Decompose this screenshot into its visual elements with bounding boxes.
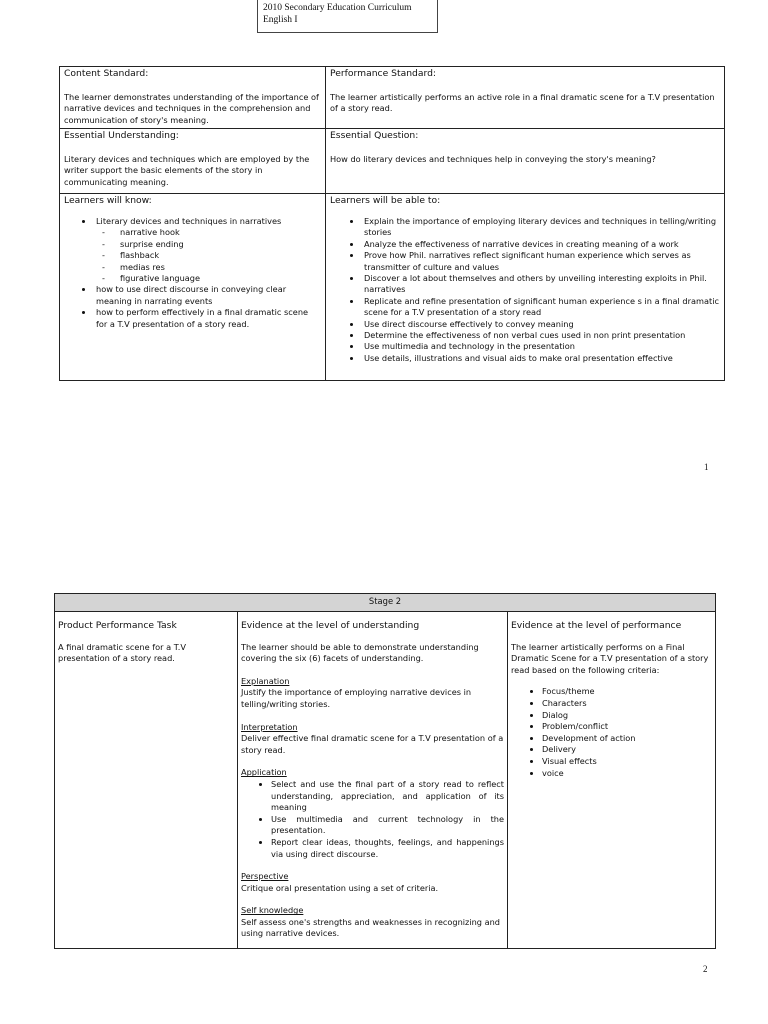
essential-understanding-title: Essential Understanding: bbox=[64, 130, 179, 141]
performance-evidence-intro: The learner artistically performs on a Final Dramatic Scene for a T.V presentation of a story read based on the following criteria: bbox=[511, 641, 709, 675]
performance-standard-text: The learner artistically performs an active role in a final dramatic scene for a T.V presentation of a story read. bbox=[330, 92, 715, 114]
list-item: - medias res bbox=[118, 262, 321, 273]
list-item: • Problem/conflict bbox=[542, 721, 712, 733]
perspective-label: Perspective bbox=[241, 871, 289, 882]
list-item: • Prove how Phil. narratives reflect significant human experience which serves as transmitter of culture and values bbox=[362, 250, 720, 273]
list-item: • Characters bbox=[542, 698, 712, 710]
list-item: • Use details, illustrations and visual aids to make oral presentation effective bbox=[362, 353, 720, 364]
learners-know-list bbox=[64, 216, 321, 330]
list-item: • Dialog bbox=[542, 710, 712, 722]
explanation-label: Explanation bbox=[241, 675, 290, 686]
performance-evidence-cell bbox=[508, 612, 716, 949]
list-item: • Select and use the final part of a story read to reflect understanding, appreciation, and application of its meaning bbox=[271, 779, 504, 814]
list-item: • Use multimedia and current technology in the presentation. bbox=[271, 814, 504, 837]
list-item: - flashback bbox=[118, 250, 321, 261]
literary-devices-sublist bbox=[96, 227, 321, 284]
list-item: • Focus/theme bbox=[542, 686, 712, 698]
list-item: - surprise ending bbox=[118, 239, 321, 250]
content-standard-text: The learner demonstrates understanding of the importance of narrative devices and techniques in the comprehension and communication of story's meaning. bbox=[64, 92, 319, 125]
application-label: Application bbox=[241, 767, 287, 778]
learners-able-cell bbox=[326, 194, 725, 381]
list-item: • Replicate and refine presentation of significant human experience s in a final dramatic scene for a T.V presentation of a story read bbox=[362, 296, 720, 319]
list-item: - figurative language bbox=[118, 273, 321, 284]
application-list bbox=[241, 779, 504, 860]
list-item: - narrative hook bbox=[118, 227, 321, 238]
curriculum-header bbox=[257, 0, 438, 33]
list-item: • Explain the importance of employing literary devices and techniques in telling/writing stories bbox=[362, 216, 720, 239]
list-item bbox=[94, 216, 321, 284]
standards-table bbox=[59, 66, 725, 381]
interpretation-label: Interpretation bbox=[241, 721, 298, 732]
list-item: • Development of action bbox=[542, 733, 712, 745]
list-item: • Use direct discourse effectively to convey meaning bbox=[362, 319, 720, 330]
list-item: • how to perform effectively in a final dramatic scene for a T.V presentation of a story read. bbox=[94, 307, 321, 330]
learners-able-list bbox=[330, 216, 720, 364]
perspective-text: Critique oral presentation using a set of criteria. bbox=[241, 882, 439, 893]
product-performance-title: Product Performance Task bbox=[58, 620, 177, 631]
stage-header: Stage 2 bbox=[55, 594, 716, 612]
essential-question-cell bbox=[326, 129, 725, 194]
list-item: • voice bbox=[542, 768, 712, 780]
header-line-2: English I bbox=[263, 15, 298, 25]
performance-evidence-title: Evidence at the level of performance bbox=[511, 620, 682, 631]
understanding-cell bbox=[238, 612, 508, 949]
essential-understanding-cell bbox=[60, 129, 326, 194]
list-item: • Analyze the effectiveness of narrative devices in creating meaning of a work bbox=[362, 239, 720, 250]
learners-know-item-1: Literary devices and techniques in narratives bbox=[96, 216, 282, 226]
list-item: • Discover a lot about themselves and others by unveiling interesting exploits in Phil. narratives bbox=[362, 273, 720, 296]
interpretation-text: Deliver effective final dramatic scene for a T.V presentation of a story read. bbox=[241, 733, 504, 755]
essential-question-text: How do literary devices and techniques help in conveying the story's meaning? bbox=[330, 154, 656, 164]
product-performance-text: A final dramatic scene for a T.V presentation of a story read. bbox=[58, 641, 186, 664]
list-item: • Report clear ideas, thoughts, feelings, and happenings via using direct discourse. bbox=[271, 837, 504, 860]
list-item: • Delivery bbox=[542, 744, 712, 756]
learners-know-cell bbox=[60, 194, 326, 381]
list-item: • Determine the effectiveness of non verbal cues used in non print presentation bbox=[362, 330, 720, 341]
list-item: • how to use direct discourse in conveying clear meaning in narrating events bbox=[94, 284, 321, 307]
page-number-2: 2 bbox=[703, 964, 708, 974]
understanding-intro: The learner should be able to demonstrate understanding covering the six (6) facets of understanding. bbox=[241, 641, 479, 664]
essential-question-title: Essential Question: bbox=[330, 130, 419, 141]
list-item: • Use multimedia and technology in the presentation bbox=[362, 341, 720, 352]
essential-understanding-text: Literary devices and techniques which are employed by the writer support the basic elements of the story in communicating meaning. bbox=[64, 154, 310, 187]
explanation-text: Justify the importance of employing narrative devices in telling/writing stories. bbox=[241, 687, 472, 709]
learners-know-title: Learners will know: bbox=[64, 195, 152, 206]
list-item: • Visual effects bbox=[542, 756, 712, 768]
content-standard-cell bbox=[60, 67, 326, 129]
page-number-1: 1 bbox=[704, 462, 709, 472]
performance-standard-cell bbox=[326, 67, 725, 129]
product-performance-cell bbox=[55, 612, 238, 949]
performance-standard-title: Performance Standard: bbox=[330, 68, 437, 79]
learners-able-title: Learners will be able to: bbox=[330, 195, 441, 206]
header-line-1: 2010 Secondary Education Curriculum bbox=[263, 3, 412, 13]
stage2-table bbox=[54, 593, 716, 949]
self-knowledge-label: Self knowledge bbox=[241, 905, 304, 916]
understanding-title: Evidence at the level of understanding bbox=[241, 620, 420, 631]
self-knowledge-text: Self assess one's strengths and weaknesses in recognizing and using narrative devices. bbox=[241, 916, 501, 939]
content-standard-title: Content Standard: bbox=[64, 68, 149, 79]
criteria-list bbox=[511, 686, 712, 779]
